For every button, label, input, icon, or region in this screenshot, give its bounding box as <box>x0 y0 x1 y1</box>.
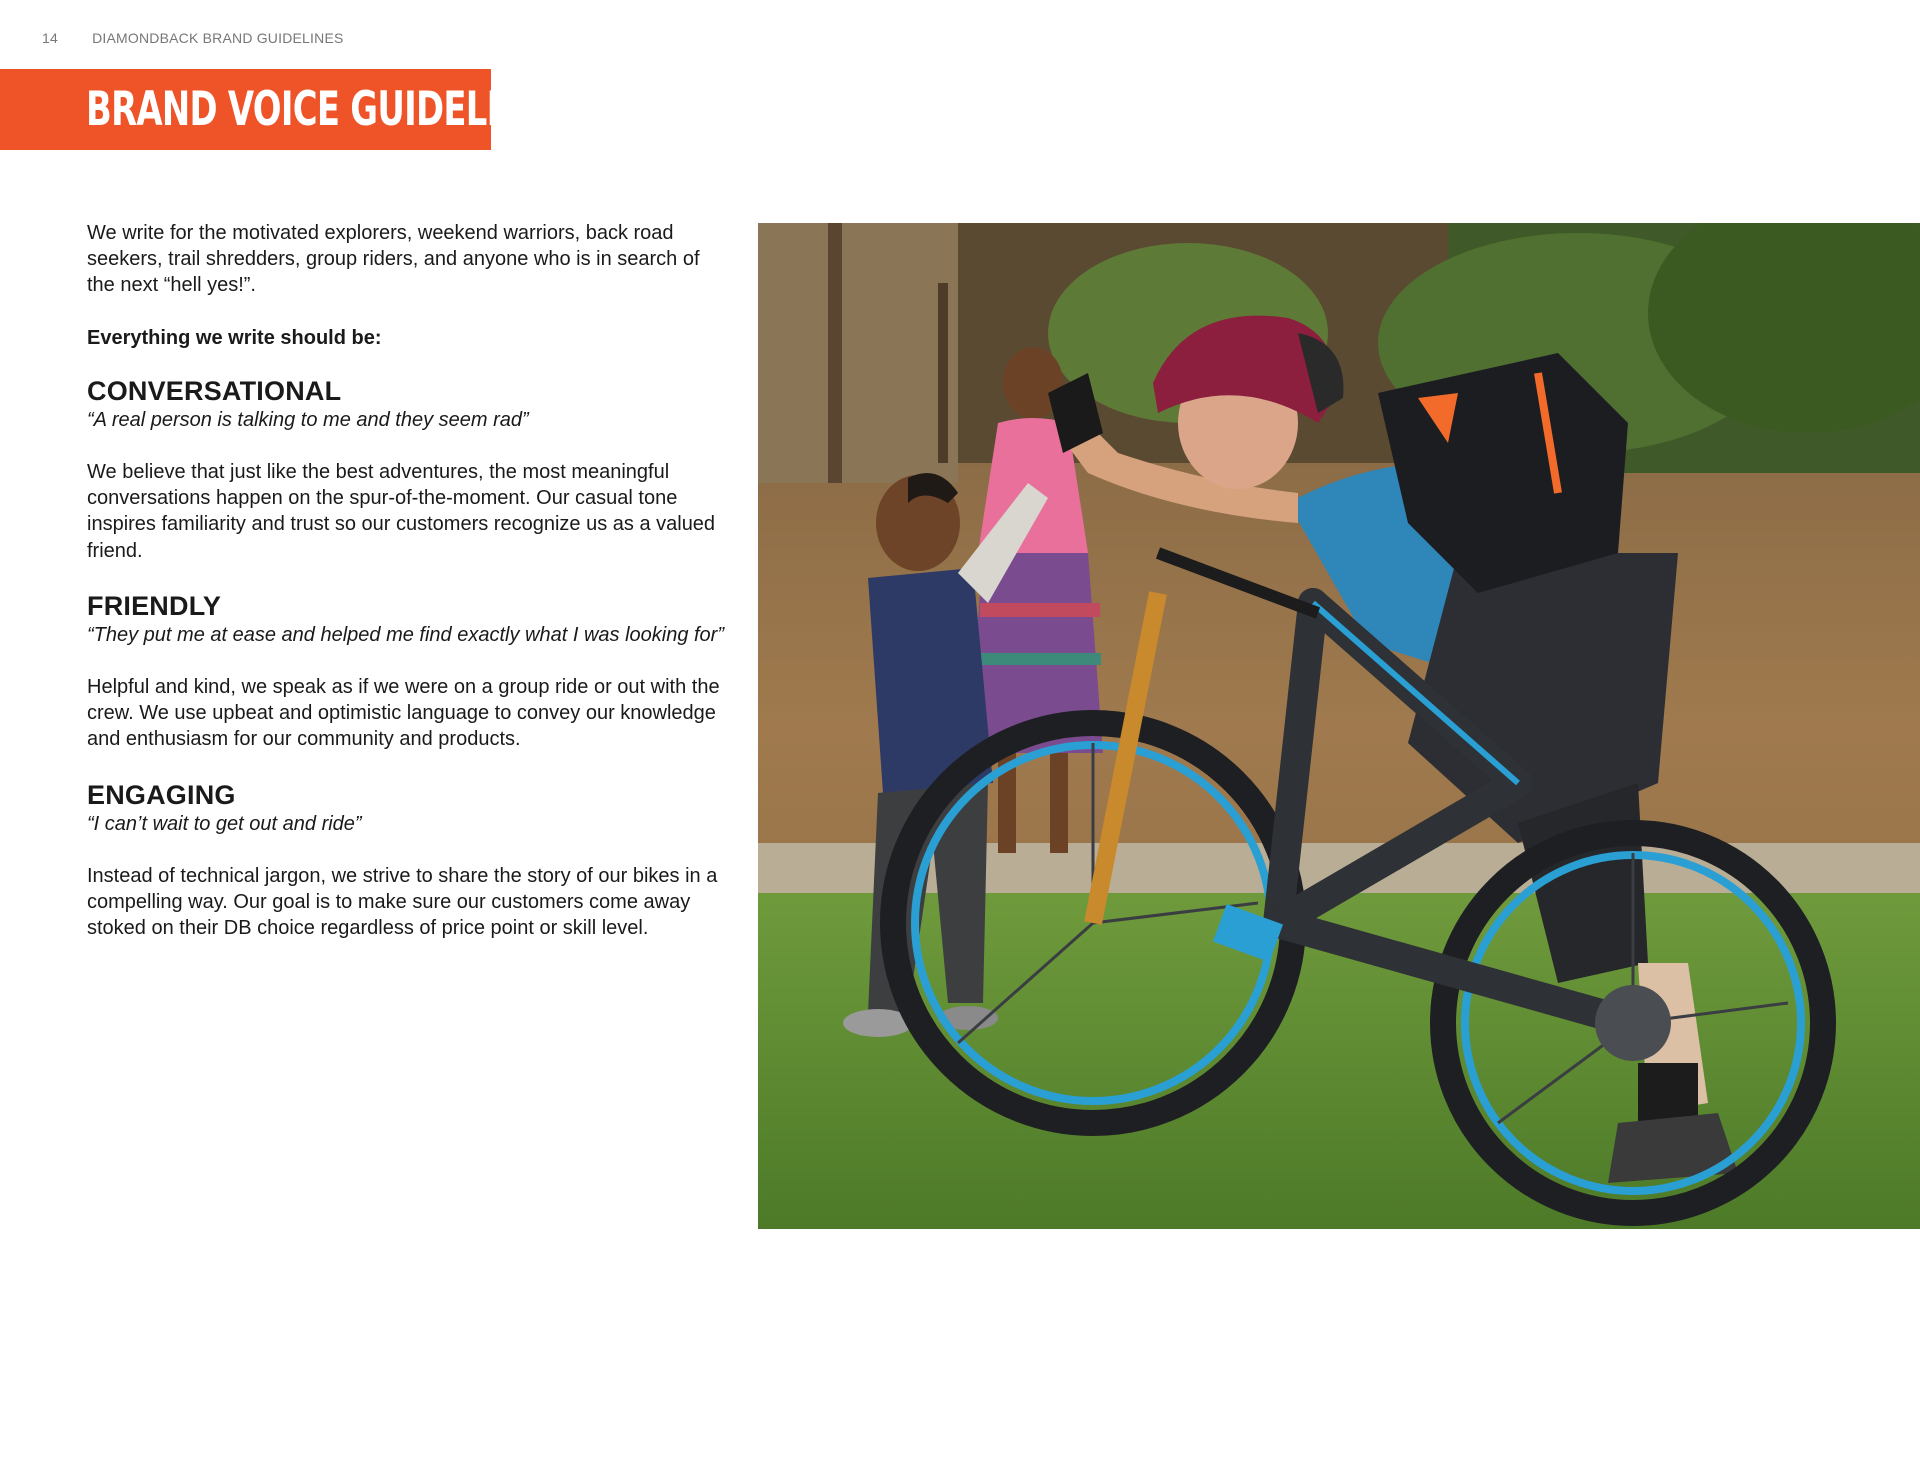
running-title: DIAMONDBACK BRAND GUIDELINES <box>92 30 344 46</box>
section-body: Helpful and kind, we speak as if we were on a group ride or out with the crew. We use upbeat and optimistic language to convey our knowledge and enthusiasm for our community and products. <box>87 676 720 751</box>
page-number: 14 <box>42 30 58 46</box>
hero-photo <box>758 223 1920 1229</box>
section-friendly <box>87 590 727 753</box>
page-title: BRAND VOICE GUIDELINES <box>86 82 573 137</box>
section-heading: CONVERSATIONAL <box>87 375 342 406</box>
section-conversational <box>87 375 727 564</box>
intro-paragraph: We write for the motivated explorers, weekend warriors, back road seekers, trail shredders, group riders, and anyone who is in search of the next “hell yes!”. <box>87 222 700 297</box>
section-body: Instead of technical jargon, we strive to share the story of our bikes in a compelling way. Our goal is to make sure our customers come away stoked on their DB choice regardless of price point or skill level. <box>87 864 718 940</box>
section-engaging <box>87 779 727 942</box>
rider-high-five-illustration <box>758 223 1920 1229</box>
section-heading: FRIENDLY <box>87 590 222 621</box>
section-quote: “A real person is talking to me and they seem rad” <box>87 408 529 431</box>
section-heading: ENGAGING <box>87 779 236 810</box>
section-quote: “I can’t wait to get out and ride” <box>87 812 362 835</box>
lead-statement: Everything we write should be: <box>87 326 382 349</box>
running-header <box>42 30 344 46</box>
section-body: We believe that just like the best adventures, the most meaningful conversations happen on the spur-of-the-moment. Our casual tone inspires familiarity and trust so our customers recognize us as a valued friend. <box>87 461 716 562</box>
body-copy <box>87 220 727 967</box>
title-banner <box>0 69 573 150</box>
section-quote: “They put me at ease and helped me find exactly what I was looking for” <box>87 623 725 646</box>
